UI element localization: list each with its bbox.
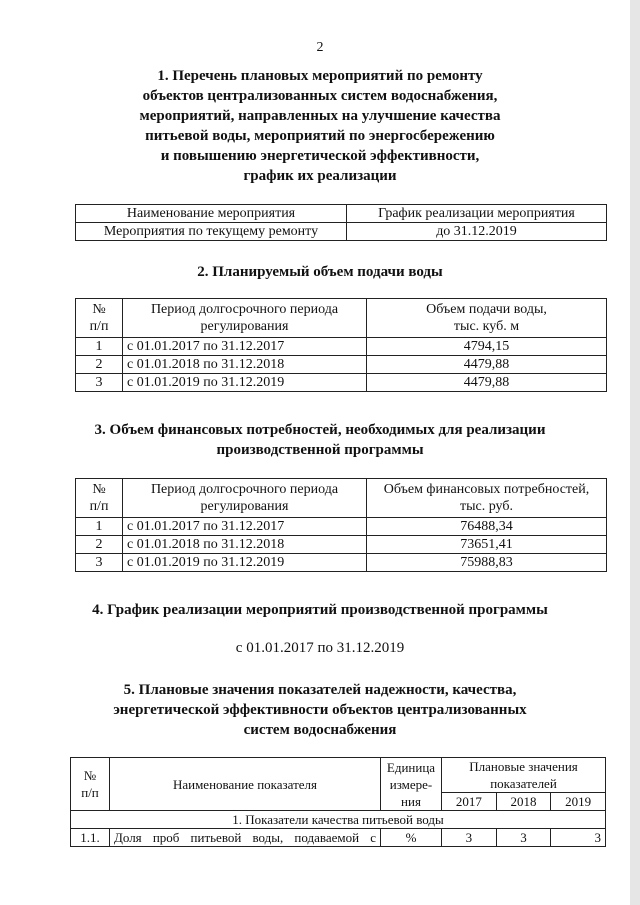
section1-title-line: и повышению энергетической эффективности, (160, 148, 480, 164)
row-value: 4794,15 (367, 338, 607, 356)
table-row (76, 374, 607, 392)
row-value: 3 (551, 829, 606, 847)
group-title: 1. Показатели качества питьевой воды (71, 811, 606, 829)
row-value: 4479,88 (367, 374, 607, 392)
row-number: 2 (76, 536, 123, 554)
table-row (76, 536, 607, 554)
header-line: регулирования (200, 319, 289, 334)
header-line: Объем подачи воды, (426, 302, 547, 317)
row-period: с 01.01.2019 по 31.12.2019 (123, 374, 367, 392)
row-value: 3 (442, 829, 497, 847)
row-value: 4479,88 (367, 356, 607, 374)
header-line: регулирования (200, 499, 289, 514)
header-line: Объем финансовых потребностей, (383, 482, 590, 497)
table-header (76, 479, 123, 518)
table-header: График реализации мероприятия (347, 205, 607, 223)
table-header (367, 479, 607, 518)
table-row (71, 829, 606, 847)
row-number: 2 (76, 356, 123, 374)
header-line: № (92, 482, 106, 497)
header-line: ния (401, 793, 421, 809)
section3-title (0, 420, 640, 460)
year-header: 2019 (551, 793, 606, 811)
section5-title-line: энергетической эффективности объектов централизованных (113, 702, 527, 718)
section1-title (0, 66, 640, 186)
row-number: 3 (76, 374, 123, 392)
indicators-table (70, 757, 606, 847)
row-number: 1.1. (71, 829, 110, 847)
header-line: Единица (386, 759, 436, 775)
table-cell: до 31.12.2019 (347, 223, 607, 241)
table-cell: Мероприятия по текущему ремонту (76, 223, 347, 241)
year-header: 2017 (442, 793, 497, 811)
table-header: Наименование мероприятия (76, 205, 347, 223)
header-line: измере- (389, 776, 433, 792)
water-supply-table (75, 298, 607, 392)
row-period: с 01.01.2019 по 31.12.2019 (123, 554, 367, 572)
row-number: 3 (76, 554, 123, 572)
section2-title: 2. Планируемый объем подачи воды (197, 264, 443, 280)
table-header (123, 479, 367, 518)
table-header (123, 299, 367, 338)
row-value: 75988,83 (367, 554, 607, 572)
table-header (71, 758, 110, 811)
section1-title-line: 1. Перечень плановых мероприятий по ремонту (157, 68, 483, 84)
section5-title (0, 680, 640, 740)
table-header: Наименование показателя (110, 758, 381, 811)
header-line: п/п (89, 319, 109, 334)
row-name: Доля проб питьевой воды, подаваемой с (110, 829, 381, 847)
section3-title-line: производственной программы (216, 442, 424, 458)
section5-title-line: 5. Плановые значения показателей надежности, качества, (123, 682, 517, 698)
row-number: 1 (76, 518, 123, 536)
section4-period: с 01.01.2017 по 31.12.2019 (235, 640, 405, 656)
row-value: 73651,41 (367, 536, 607, 554)
section1-title-line: мероприятий, направленных на улучшение качества (139, 108, 501, 124)
section3-title-line: 3. Объем финансовых потребностей, необходимых для реализации (94, 422, 546, 438)
table-row (76, 356, 607, 374)
row-period: с 01.01.2018 по 31.12.2018 (123, 356, 367, 374)
row-period: с 01.01.2017 по 31.12.2017 (123, 518, 367, 536)
section1-title-line: питьевой воды, мероприятий по энергосбережению (145, 128, 495, 144)
header-line: тыс. руб. (460, 499, 513, 514)
row-value: 76488,34 (367, 518, 607, 536)
header-line: п/п (89, 499, 109, 514)
header-line: Период долгосрочного периода (150, 302, 339, 317)
table-header (381, 758, 442, 811)
table-row (76, 554, 607, 572)
section1-title-line: график их реализации (243, 168, 397, 184)
year-header: 2018 (496, 793, 551, 811)
header-line: Плановые значения (469, 759, 578, 774)
row-unit: % (381, 829, 442, 847)
section5-title-line: систем водоснабжения (243, 722, 397, 738)
section4-title: 4. График реализации мероприятий производственной программы (92, 602, 548, 618)
row-number: 1 (76, 338, 123, 356)
row-period: с 01.01.2018 по 31.12.2018 (123, 536, 367, 554)
header-line: показателей (490, 776, 557, 791)
financial-needs-table (75, 478, 607, 572)
header-line: тыс. куб. м (453, 319, 520, 334)
row-value: 3 (496, 829, 551, 847)
header-line: № (83, 768, 97, 783)
table-header (442, 758, 606, 793)
row-period: с 01.01.2017 по 31.12.2017 (123, 338, 367, 356)
table-header (76, 299, 123, 338)
section1-title-line: объектов централизованных систем водоснабжения, (142, 88, 498, 104)
measures-table (75, 204, 607, 241)
table-row (76, 518, 607, 536)
page-number: 2 (316, 40, 324, 55)
header-line: п/п (81, 785, 99, 800)
table-header (367, 299, 607, 338)
table-row (76, 338, 607, 356)
header-line: № (92, 302, 106, 317)
header-line: Период долгосрочного периода (150, 482, 339, 497)
